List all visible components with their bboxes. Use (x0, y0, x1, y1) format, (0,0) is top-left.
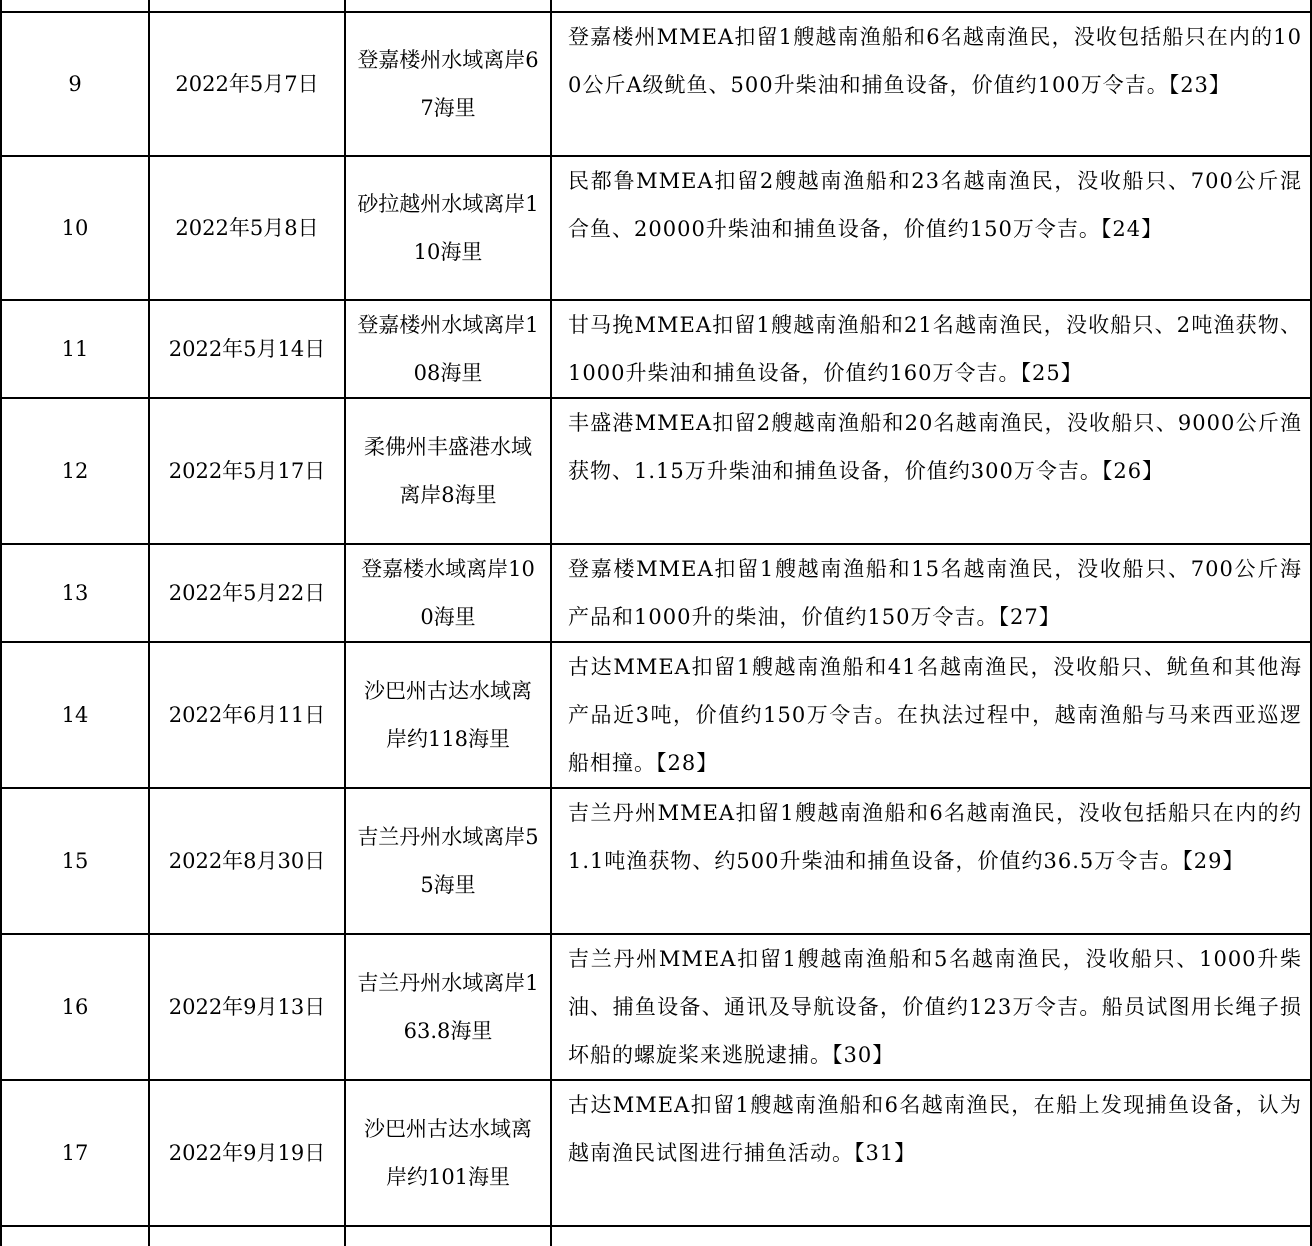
table-row-stub-top (1, 0, 1311, 12)
row-description: 古达MMEA扣留1艘越南渔船和6名越南渔民，在船上发现捕鱼设备，认为越南渔民试图进行捕鱼活动。【31】 (551, 1080, 1311, 1226)
row-number: 12 (1, 398, 149, 544)
row-description: 民都鲁MMEA扣留2艘越南渔船和23名越南渔民，没收船只、700公斤混合鱼、20000升柴油和捕鱼设备，价值约150万令吉。【24】 (551, 156, 1311, 300)
table-row (1, 1080, 1311, 1226)
row-date: 2022年5月22日 (149, 544, 345, 642)
table-row (1, 398, 1311, 544)
row-date: 2022年5月8日 (149, 156, 345, 300)
table-row (1, 642, 1311, 788)
row-location: 登嘉楼州水域离岸108海里 (345, 300, 551, 398)
row-date: 2022年8月30日 (149, 788, 345, 934)
row-location: 吉兰丹州水域离岸163.8海里 (345, 934, 551, 1080)
row-number: 11 (1, 300, 149, 398)
row-number: 15 (1, 788, 149, 934)
row-number: 13 (1, 544, 149, 642)
row-date: 2022年5月14日 (149, 300, 345, 398)
row-description: 吉兰丹州MMEA扣留1艘越南渔船和5名越南渔民，没收船只、1000升柴油、捕鱼设备、通讯及导航设备，价值约123万令吉。船员试图用长绳子损坏船的螺旋桨来逃脱逮捕。【30】 (551, 934, 1311, 1080)
table-row (1, 788, 1311, 934)
row-location: 登嘉楼水域离岸100海里 (345, 544, 551, 642)
row-number: 17 (1, 1080, 149, 1226)
table-row (1, 300, 1311, 398)
row-location: 柔佛州丰盛港水域离岸8海里 (345, 398, 551, 544)
row-date: 2022年6月11日 (149, 642, 345, 788)
row-description: 登嘉楼MMEA扣留1艘越南渔船和15名越南渔民，没收船只、700公斤海产品和1000升的柴油，价值约150万令吉。【27】 (551, 544, 1311, 642)
row-date: 2022年5月17日 (149, 398, 345, 544)
row-location: 吉兰丹州水域离岸55海里 (345, 788, 551, 934)
table-row (1, 12, 1311, 156)
row-number: 16 (1, 934, 149, 1080)
table-row-stub-bottom (1, 1226, 1311, 1246)
row-description: 古达MMEA扣留1艘越南渔船和41名越南渔民，没收船只、鱿鱼和其他海产品近3吨，价值约150万令吉。在执法过程中，越南渔船与马来西亚巡逻船相撞。【28】 (551, 642, 1311, 788)
row-date: 2022年9月13日 (149, 934, 345, 1080)
row-number: 10 (1, 156, 149, 300)
row-location: 登嘉楼州水域离岸67海里 (345, 12, 551, 156)
row-date: 2022年5月7日 (149, 12, 345, 156)
row-description: 丰盛港MMEA扣留2艘越南渔船和20名越南渔民，没收船只、9000公斤渔获物、1.15万升柴油和捕鱼设备，价值约300万令吉。【26】 (551, 398, 1311, 544)
table-row (1, 544, 1311, 642)
row-description: 吉兰丹州MMEA扣留1艘越南渔船和6名越南渔民，没收包括船只在内的约1.1吨渔获物、约500升柴油和捕鱼设备，价值约36.5万令吉。【29】 (551, 788, 1311, 934)
row-location: 砂拉越州水域离岸110海里 (345, 156, 551, 300)
row-location: 沙巴州古达水域离岸约101海里 (345, 1080, 551, 1226)
table-row (1, 934, 1311, 1080)
row-description: 甘马挽MMEA扣留1艘越南渔船和21名越南渔民，没收船只、2吨渔获物、1000升柴油和捕鱼设备，价值约160万令吉。【25】 (551, 300, 1311, 398)
row-description: 登嘉楼州MMEA扣留1艘越南渔船和6名越南渔民，没收包括船只在内的100公斤A级鱿鱼、500升柴油和捕鱼设备，价值约100万令吉。【23】 (551, 12, 1311, 156)
row-number: 9 (1, 12, 149, 156)
row-date: 2022年9月19日 (149, 1080, 345, 1226)
row-location: 沙巴州古达水域离岸约118海里 (345, 642, 551, 788)
row-number: 14 (1, 642, 149, 788)
table-row (1, 156, 1311, 300)
